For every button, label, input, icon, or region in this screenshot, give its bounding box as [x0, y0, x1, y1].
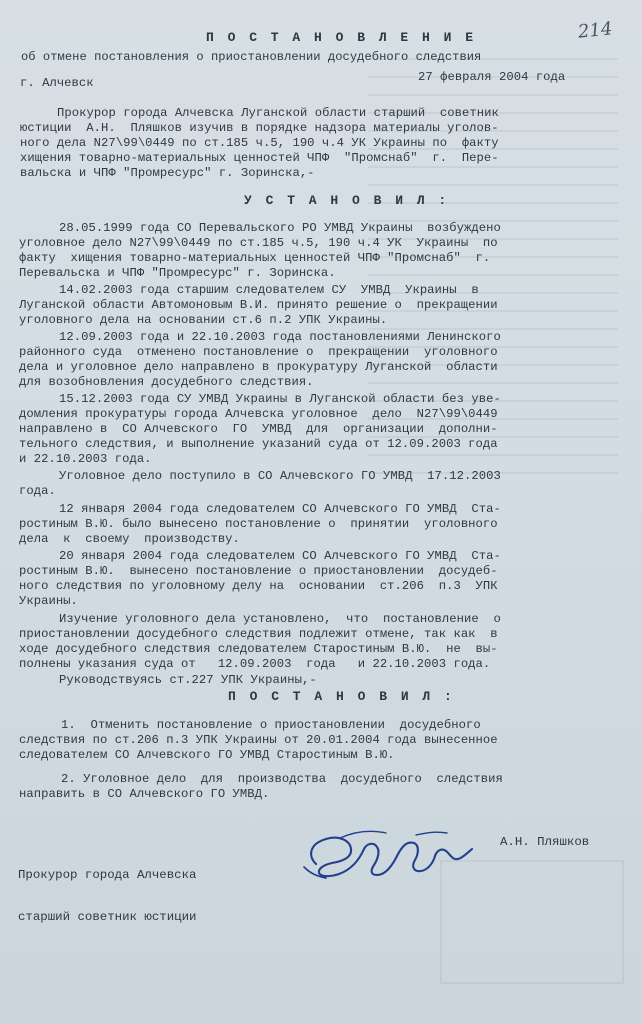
established-line-18: года.	[19, 484, 56, 498]
established-line-25: Украины.	[19, 594, 78, 608]
established-line-26: Изучение уголовного дела установлено, что постановление о	[59, 612, 501, 626]
established-line-1: 28.05.1999 года СО Перевальского РО УМВД Украины возбуждено	[59, 221, 501, 235]
intro-line-3: ного дела N27\99\0449 по ст.185 ч.5, 190 ч.4 УК Украины по факту	[20, 136, 499, 150]
established-line-17: Уголовное дело поступило в СО Алчевского ГО УМВД 17.12.2003	[59, 469, 501, 483]
established-line-10: дела и уголовное дело направлено в прокуратуру Луганской области	[19, 360, 498, 374]
established-line-5: 14.02.2003 года старшим следователем СУ УМВД Украины в	[59, 283, 479, 297]
established-line-11: для возобновления досудебного следствия.	[19, 375, 314, 389]
established-line-27: приостановлении досудебного следствия подлежит отмене, так как в	[19, 627, 498, 641]
established-line-12: 15.12.2003 года СУ УМВД Украины в Луганской области без уве-	[59, 392, 501, 406]
intro-line-2: юстиции А.Н. Пляшков изучив в порядке надзора материалы уголов-	[20, 121, 499, 135]
document-title: П О С Т А Н О В Л Е Н И Е	[206, 30, 477, 45]
established-line-23: ростиным В.Ю. вынесено постановление о приостановлении досудеб-	[19, 564, 498, 578]
signature-position-line-2: старший советник юстиции	[18, 910, 197, 924]
document-subtitle: об отмене постановления о приостановлении досудебного следствия	[21, 50, 482, 64]
established-line-13: домления прокуратуры города Алчевска уголовное дело N27\99\0449	[19, 407, 498, 421]
established-line-30: Руководствуясь ст.227 УПК Украины,-	[59, 673, 317, 687]
document-date: 27 февраля 2004 года	[418, 70, 566, 84]
established-line-8: 12.09.2003 года и 22.10.2003 года постановлениями Ленинского	[59, 330, 501, 344]
section-resolved: П О С Т А Н О В И Л :	[228, 689, 455, 704]
established-line-9: районного суда отменено постановление о прекращении уголовного	[19, 345, 498, 359]
intro-line-1: Прокурор города Алчевска Луганской области старший советник	[57, 106, 499, 120]
section-established: У С Т А Н О В И Л :	[244, 193, 450, 208]
signature-position-line-1: Прокурор города Алчевска	[18, 868, 197, 882]
handwritten-signature	[298, 825, 488, 880]
intro-line-4: хищения товарно-материальных ценностей ЧПФ "Промснаб" г. Пере-	[20, 151, 499, 165]
established-line-28: ходе досудебного следствия следователем Старостиным В.Ю. не вы-	[19, 642, 498, 656]
established-line-7: уголовного дела на основании ст.6 п.2 УПК Украины.	[19, 313, 388, 327]
resolved-line-1: 1. Отменить постановление о приостановлении досудебного	[61, 718, 481, 732]
signatory-name: А.Н. Пляшков	[500, 835, 590, 849]
established-line-21: дела к своему производству.	[19, 532, 240, 546]
established-line-24: ного следствия по уголовному делу на основании ст.206 п.3 УПК	[19, 579, 498, 593]
resolved-line-2: следствия по ст.206 п.3 УПК Украины от 20.01.2004 года вынесенное	[19, 733, 498, 747]
established-line-15: тельного следствия, и выполнение указаний суда от 12.09.2003 года	[19, 437, 498, 451]
established-line-3: факту хищения товарно-материальных ценностей ЧПФ "Промснаб" г.	[19, 251, 491, 265]
signature-left-block	[18, 840, 196, 952]
established-line-16: и 22.10.2003 года.	[19, 452, 152, 466]
established-line-29: полнены указания суда от 12.09.2003 года и 22.10.2003 года.	[19, 657, 491, 671]
established-line-2: уголовное дело N27\99\0449 по ст.185 ч.5, 190 ч.4 УК Украины по	[19, 236, 498, 250]
established-line-20: ростиным В.Ю. было вынесено постановление о принятии уголовного	[19, 517, 498, 531]
city: г. Алчевск	[20, 76, 94, 90]
resolved-line-5: направить в СО Алчевского ГО УМВД.	[19, 787, 270, 801]
handwritten-page-number: 214	[576, 18, 614, 43]
resolved-line-3: следователем СО Алчевского ГО УМВД Старостиным В.Ю.	[19, 748, 395, 762]
established-line-19: 12 января 2004 года следователем СО Алчевского ГО УМВД Ста-	[59, 502, 501, 516]
established-line-6: Луганской области Автомоновым В.И. принято решение о прекращении	[19, 298, 498, 312]
established-line-4: Перевальска и ЧПФ "Промресурс" г. Зоринска.	[19, 266, 336, 280]
intro-line-5: вальска и ЧПФ "Промресурс" г. Зоринска,-	[20, 166, 315, 180]
resolved-line-4: 2. Уголовное дело для производства досудебного следствия	[61, 772, 503, 786]
established-line-14: направлено в СО Алчевского ГО УМВД для организации дополни-	[19, 422, 498, 436]
established-line-22: 20 января 2004 года следователем СО Алчевского ГО УМВД Ста-	[59, 549, 501, 563]
